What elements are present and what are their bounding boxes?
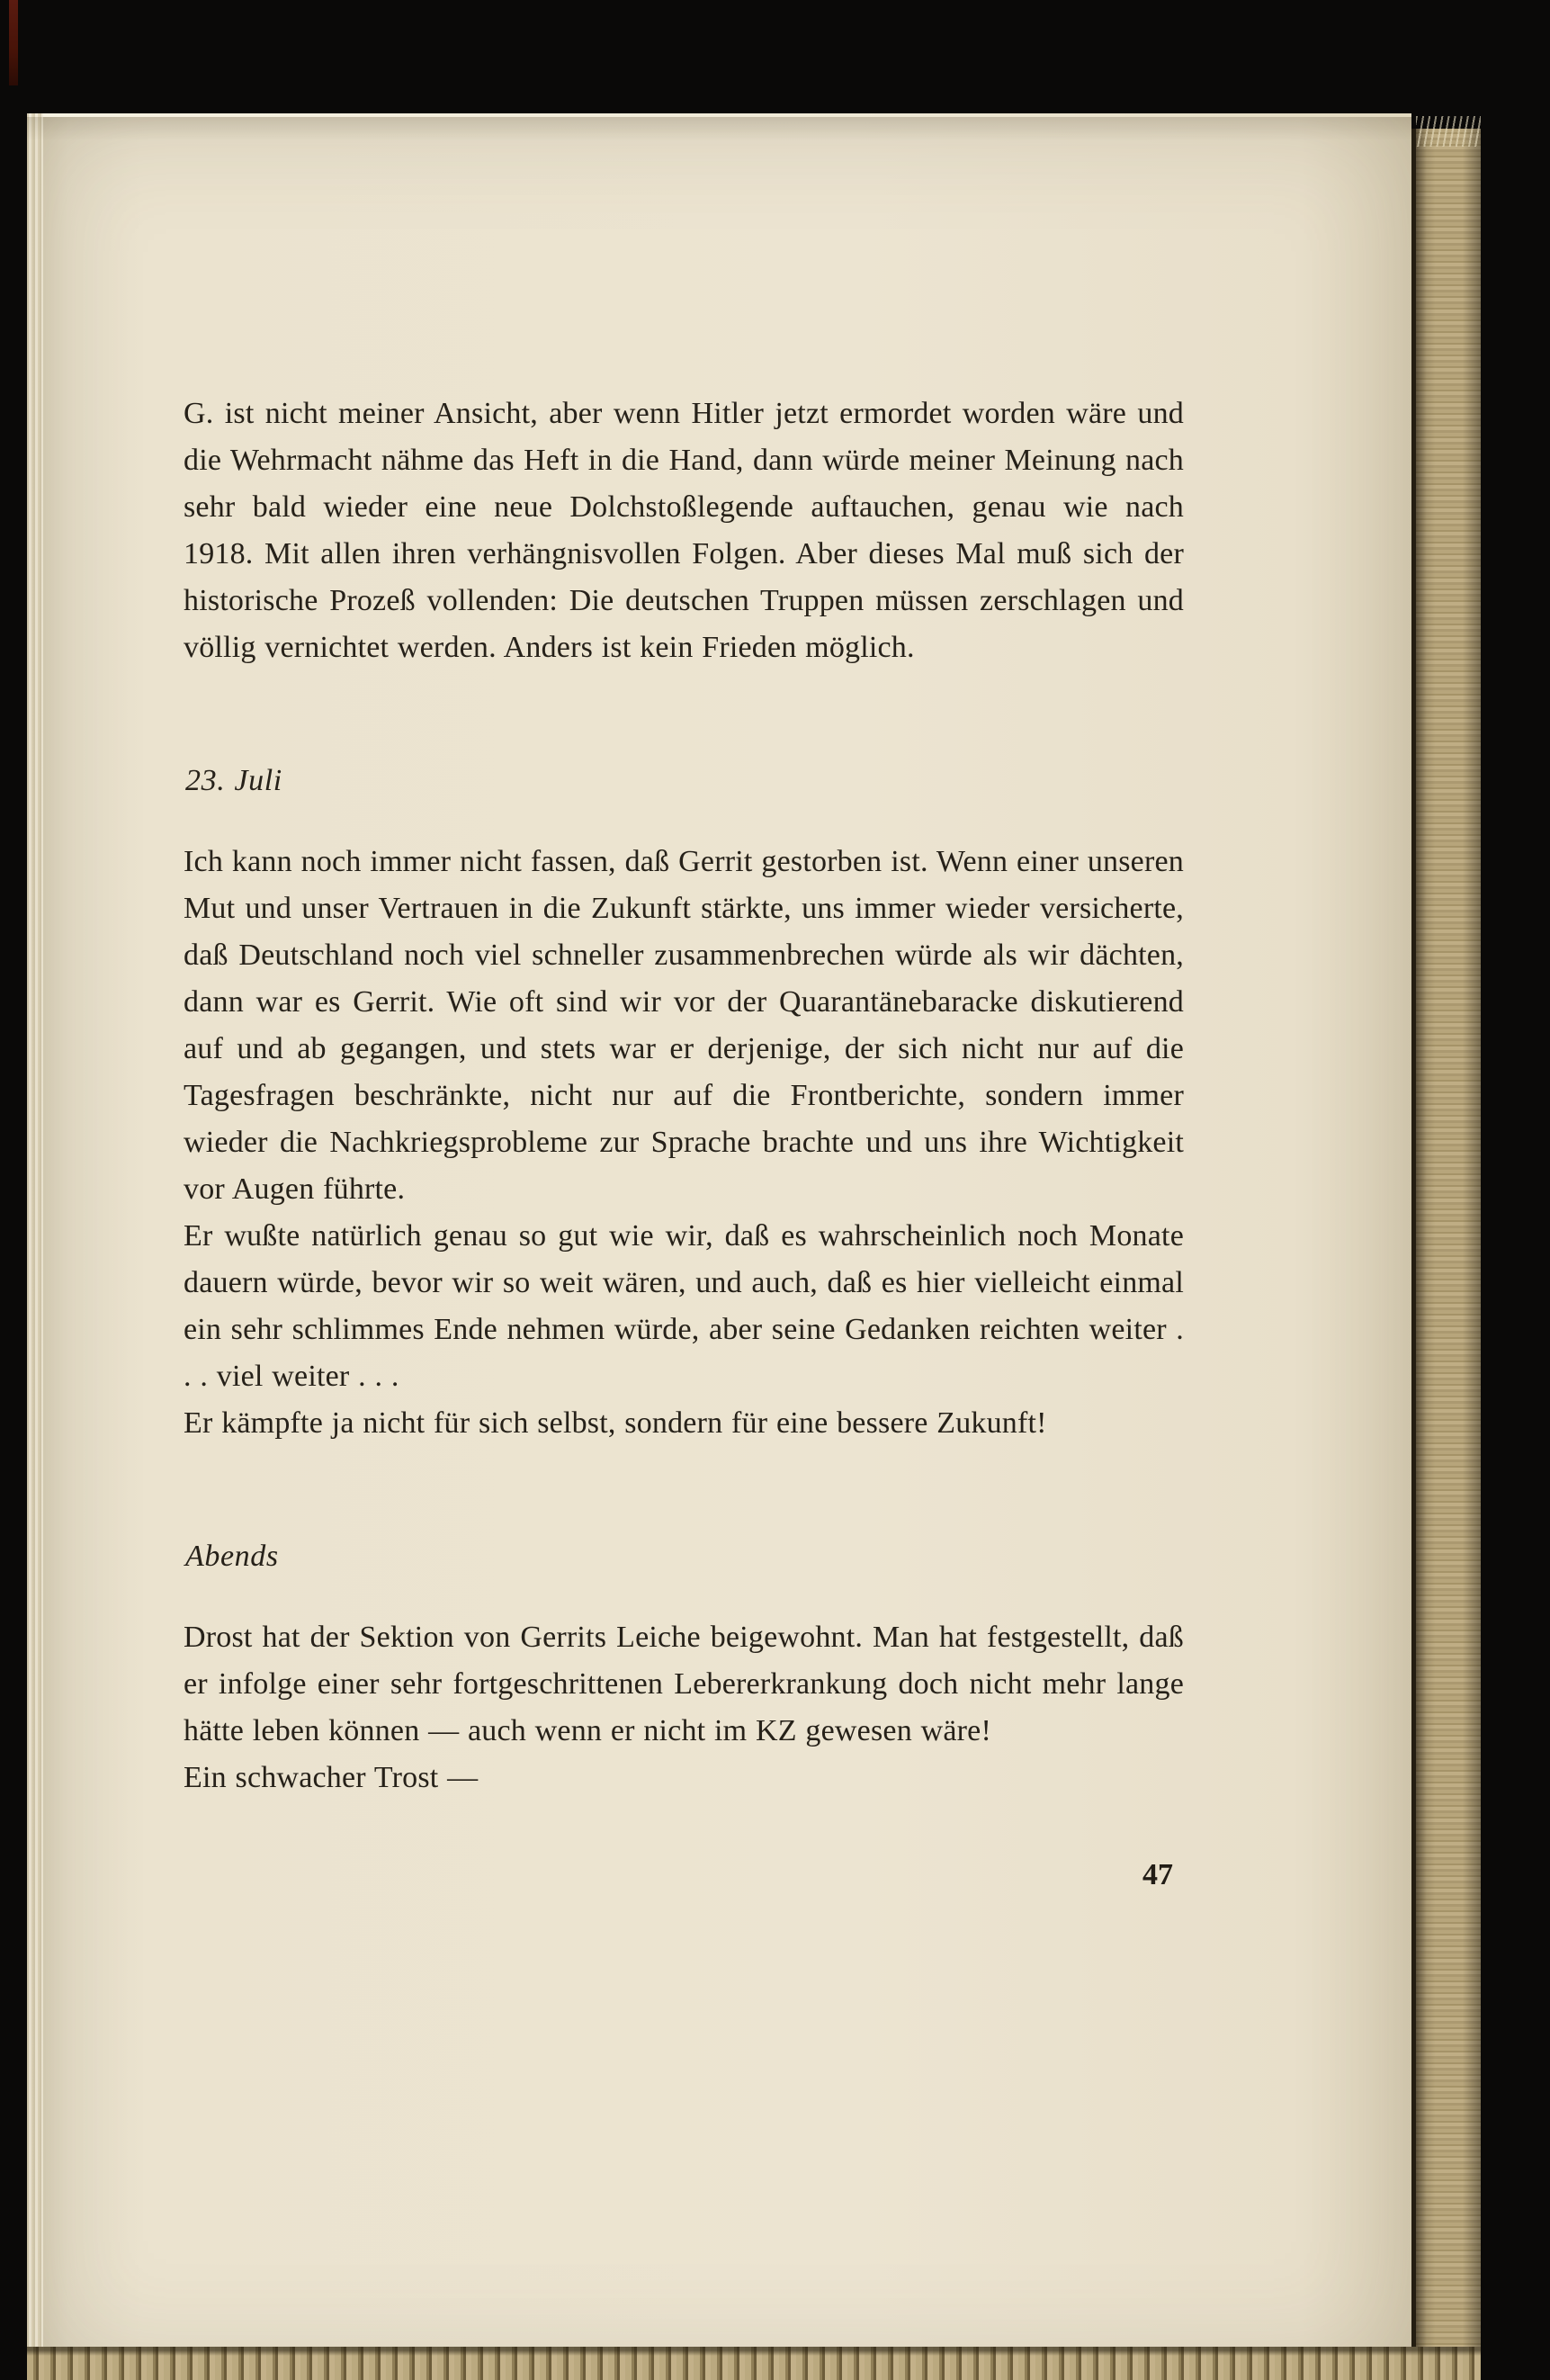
book-cover-cloth-edge <box>1411 129 1481 2380</box>
book-page <box>27 113 1411 2380</box>
book-bottom-edge-texture <box>27 2347 1481 2380</box>
body-paragraph-4: Er kämpfte ja nicht für sich selbst, sondern für eine bessere Zukunft! <box>184 1406 1047 1440</box>
body-paragraph-6: Ein schwacher Trost — <box>184 1761 479 1794</box>
page-number: 47 <box>1142 1858 1173 1891</box>
book-spine-sliver <box>9 0 18 85</box>
body-paragraph-2: Ich kann noch immer nicht fassen, daß Gerrit gestorben ist. Wenn einer unseren Mut und unser Vertrauen in die Zukunft stärkte, uns immer wieder versicherte, daß Deutschland noch viel schneller zusammenbrechen würde als wir dächten, dann war es Gerrit. Wie oft sind wir vor der Quarantänebaracke diskutierend auf und ab gegangen, und stets war er derjenige, der sich nicht nur auf die Tagesfragen beschränkte, nicht nur auf die Frontberichte, sondern immer wieder die Nachkriegsprobleme zur Sprache brachte und uns ihre Wichtigkeit vor Augen führte. <box>184 845 1184 1206</box>
body-paragraph-5: Drost hat der Sektion von Gerrits Leiche beigewohnt. Man hat festgestellt, daß er infolge einer sehr fortgeschrittenen Lebererkrankung doch nicht mehr lange hätte leben können — auch wenn er nicht im KZ gewesen wäre! <box>184 1621 1184 1747</box>
page-text <box>184 391 1184 1899</box>
cloth-fray-texture <box>1416 116 1481 147</box>
body-paragraph-3: Er wußte natürlich genau so gut wie wir, daß es wahrscheinlich noch Monate dauern würde, bevor wir so weit wären, und auch, daß es hier vielleicht einmal ein sehr schlimmes Ende nehmen würde, aber seine Gedanken reichten weiter . . . viel weiter . . . <box>184 1219 1184 1393</box>
page-stack-edge <box>27 113 43 2353</box>
abends-heading: Abends <box>185 1540 279 1573</box>
date-heading: 23. Juli <box>185 764 282 797</box>
body-paragraph-1: G. ist nicht meiner Ansicht, aber wenn Hitler jetzt ermordet worden wäre und die Wehrmacht nähme das Heft in die Hand, dann würde meiner Meinung nach sehr bald wieder eine neue Dolchstoßlegende auftauchen, genau wie nach 1918. Mit allen ihren verhängnisvollen Folgen. Aber dieses Mal muß sich der historische Prozeß vollenden: Die deutschen Truppen müssen zerschlagen und völlig vernichtet werden. Anders ist kein Frieden möglich. <box>184 397 1184 664</box>
